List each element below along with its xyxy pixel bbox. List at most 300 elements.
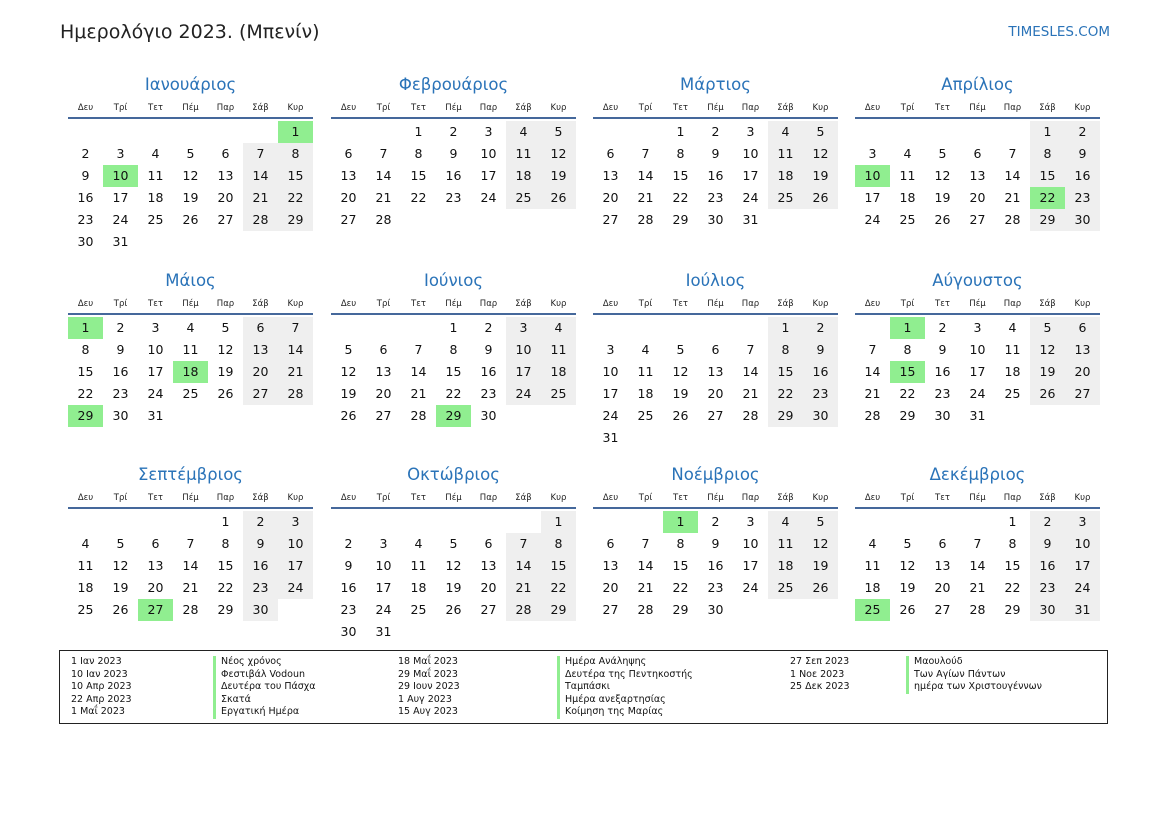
day-cell: 15 (1004, 558, 1021, 573)
day-cell: 17 (278, 555, 313, 577)
day-cell: 15 (77, 364, 94, 379)
day-cell: 28 (637, 602, 654, 617)
day-cell: 24 (506, 383, 541, 405)
day-cell: 16 (445, 168, 462, 183)
day-cell: 14 (864, 364, 881, 379)
day-cell: 12 (182, 168, 199, 183)
day-cell: 28 (278, 383, 313, 405)
weekday-label: Δευ (77, 299, 94, 309)
month-name: Απρίλιος (941, 75, 1014, 94)
holiday-day-cell: 15 (890, 361, 925, 383)
day-cell: 13 (1065, 339, 1100, 361)
weekday-label: Κυρ (550, 493, 567, 503)
weekday-label: Τετ (148, 299, 163, 309)
day-cell: 27 (480, 602, 497, 617)
day-cell: 2 (938, 320, 947, 335)
day-cell: 26 (541, 187, 576, 209)
weekday-label: Τετ (673, 103, 688, 113)
weekday-label: Κυρ (1074, 103, 1091, 113)
day-cell: 20 (340, 190, 357, 205)
day-cell: 20 (602, 190, 619, 205)
day-grid (68, 317, 313, 427)
day-cell: 22 (445, 386, 462, 401)
day-cell: 2 (243, 511, 278, 533)
weekday-label: Παρ (741, 103, 760, 113)
day-cell: 9 (803, 339, 838, 361)
day-cell: 25 (182, 386, 199, 401)
weekday-label: Σάβ (515, 103, 532, 113)
weekday-label: Πέμ (182, 299, 199, 309)
day-cell: 1 (221, 514, 230, 529)
empty-day-cell (366, 511, 401, 533)
month-block (68, 74, 313, 253)
day-cell: 21 (637, 580, 654, 595)
day-cell: 12 (672, 364, 689, 379)
day-cell: 29 (278, 209, 313, 231)
day-cell: 1 (768, 317, 803, 339)
day-cell: 23 (707, 190, 724, 205)
weekday-label: Πέμ (969, 493, 986, 503)
day-cell: 28 (506, 599, 541, 621)
day-cell: 15 (1030, 165, 1065, 187)
day-cell: 5 (803, 121, 838, 143)
month-name: Αύγουστος (932, 271, 1023, 290)
day-cell: 12 (340, 364, 357, 379)
holiday-day-cell: 29 (436, 405, 471, 427)
month-name: Ιανουάριος (144, 75, 237, 94)
day-cell: 9 (484, 342, 493, 357)
day-cell: 14 (506, 555, 541, 577)
day-cell: 27 (375, 408, 392, 423)
day-cell: 3 (379, 536, 388, 551)
weekday-label: Παρ (216, 493, 235, 503)
weekday-header (68, 489, 313, 509)
day-cell: 29 (217, 602, 234, 617)
month-block (855, 270, 1100, 427)
day-cell: 17 (375, 580, 392, 595)
day-cell: 13 (147, 558, 164, 573)
day-cell: 12 (445, 558, 462, 573)
day-cell: 11 (541, 339, 576, 361)
day-cell: 9 (449, 146, 458, 161)
legend-holiday-name: Δευτέρα του Πάσχα (213, 681, 316, 694)
day-cell: 31 (742, 212, 759, 227)
site-link[interactable]: TIMESLES.COM (1008, 24, 1110, 40)
legend-date: 29 Ιουν 2023 (398, 681, 460, 693)
day-cell: 25 (410, 602, 427, 617)
day-grid (855, 121, 1100, 231)
day-cell: 27 (969, 212, 986, 227)
day-cell: 21 (506, 577, 541, 599)
weekday-label: Σάβ (777, 493, 794, 503)
day-cell: 25 (1004, 386, 1021, 401)
day-grid (855, 511, 1100, 621)
day-cell: 30 (1065, 209, 1100, 231)
day-cell: 15 (278, 165, 313, 187)
weekday-label: Παρ (1003, 299, 1022, 309)
day-cell: 26 (672, 408, 689, 423)
day-cell: 15 (410, 168, 427, 183)
day-cell: 19 (445, 580, 462, 595)
day-cell: 11 (637, 364, 654, 379)
day-cell: 14 (410, 364, 427, 379)
day-cell: 23 (934, 386, 951, 401)
day-cell: 2 (1030, 511, 1065, 533)
empty-day-cell (68, 511, 103, 533)
day-cell: 19 (217, 364, 234, 379)
day-cell: 27 (934, 602, 951, 617)
weekday-label: Δευ (340, 103, 357, 113)
day-cell: 9 (938, 342, 947, 357)
day-cell: 11 (1004, 342, 1021, 357)
day-cell: 7 (506, 533, 541, 555)
day-cell: 3 (484, 124, 493, 139)
day-cell: 23 (1065, 187, 1100, 209)
legend-date: 1 Αυγ 2023 (398, 693, 452, 705)
day-cell: 9 (1065, 143, 1100, 165)
day-cell: 1 (449, 320, 458, 335)
holiday-day-cell: 22 (1030, 187, 1065, 209)
day-cell: 10 (375, 558, 392, 573)
day-cell: 17 (506, 361, 541, 383)
weekday-label: Τρί (638, 493, 653, 503)
day-cell: 18 (899, 190, 916, 205)
weekday-label: Σάβ (777, 103, 794, 113)
day-cell: 5 (344, 342, 353, 357)
empty-day-cell (698, 317, 733, 339)
day-cell: 22 (899, 386, 916, 401)
day-cell: 16 (112, 364, 129, 379)
weekday-label: Τετ (411, 493, 426, 503)
empty-day-cell (663, 317, 698, 339)
day-cell: 28 (864, 408, 881, 423)
weekday-label: Κυρ (1074, 493, 1091, 503)
day-cell: 17 (742, 558, 759, 573)
day-cell: 20 (375, 386, 392, 401)
day-cell: 28 (375, 212, 392, 227)
empty-day-cell (138, 511, 173, 533)
weekday-label: Πέμ (707, 493, 724, 503)
holiday-day-cell: 10 (103, 165, 138, 187)
day-cell: 9 (344, 558, 353, 573)
day-cell: 30 (1030, 599, 1065, 621)
day-cell: 2 (711, 514, 720, 529)
empty-day-cell (436, 511, 471, 533)
day-cell: 4 (641, 342, 650, 357)
empty-day-cell (331, 317, 366, 339)
day-cell: 20 (934, 580, 951, 595)
weekday-label: Πέμ (445, 299, 462, 309)
weekday-label: Παρ (479, 103, 498, 113)
day-cell: 6 (938, 536, 947, 551)
legend-date: 29 Μαΐ 2023 (398, 668, 458, 680)
empty-day-cell (995, 121, 1030, 143)
legend-holiday-name: Εργατική Ημέρα (213, 706, 316, 719)
month-name: Σεπτέμβριος (138, 465, 243, 484)
day-cell: 24 (969, 386, 986, 401)
day-cell: 21 (1004, 190, 1021, 205)
day-cell: 4 (81, 536, 90, 551)
month-block (331, 270, 576, 427)
month-name: Ιούνιος (423, 271, 484, 290)
weekday-label: Τρί (900, 299, 915, 309)
day-cell: 30 (934, 408, 951, 423)
day-cell: 26 (182, 212, 199, 227)
day-cell: 31 (112, 234, 129, 249)
empty-day-cell (925, 121, 960, 143)
day-cell: 7 (746, 342, 755, 357)
empty-day-cell (628, 511, 663, 533)
weekday-label: Σάβ (777, 299, 794, 309)
empty-day-cell (855, 511, 890, 533)
day-cell: 25 (77, 602, 94, 617)
day-cell: 28 (637, 212, 654, 227)
day-grid (331, 511, 576, 643)
day-cell: 11 (768, 143, 803, 165)
day-cell: 1 (1030, 121, 1065, 143)
weekday-label: Παρ (216, 103, 235, 113)
day-grid (855, 317, 1100, 427)
day-cell: 10 (1065, 533, 1100, 555)
day-cell: 16 (77, 190, 94, 205)
day-grid (331, 317, 576, 427)
day-cell: 30 (707, 602, 724, 617)
day-cell: 13 (602, 168, 619, 183)
day-cell: 2 (711, 124, 720, 139)
empty-day-cell (925, 511, 960, 533)
day-grid (593, 511, 838, 621)
legend-names-col-1 (213, 656, 316, 719)
weekday-label: Σάβ (1039, 299, 1056, 309)
day-cell: 11 (77, 558, 94, 573)
day-cell: 14 (375, 168, 392, 183)
day-cell: 4 (868, 536, 877, 551)
day-cell: 26 (217, 386, 234, 401)
weekday-label: Τετ (673, 493, 688, 503)
weekday-label: Κυρ (287, 299, 304, 309)
day-cell: 4 (1008, 320, 1017, 335)
day-cell: 1 (414, 124, 423, 139)
day-cell: 3 (116, 146, 125, 161)
month-block (68, 464, 313, 621)
empty-day-cell (733, 317, 768, 339)
day-cell: 16 (803, 361, 838, 383)
day-cell: 10 (602, 364, 619, 379)
day-cell: 13 (243, 339, 278, 361)
day-cell: 17 (602, 386, 619, 401)
day-cell: 19 (899, 580, 916, 595)
day-cell: 22 (768, 383, 803, 405)
day-cell: 16 (1065, 165, 1100, 187)
day-cell: 25 (147, 212, 164, 227)
weekday-label: Σάβ (515, 493, 532, 503)
day-cell: 17 (147, 364, 164, 379)
day-cell: 8 (449, 342, 458, 357)
day-cell: 15 (541, 555, 576, 577)
day-cell: 22 (410, 190, 427, 205)
empty-day-cell (401, 317, 436, 339)
holiday-day-cell: 29 (68, 405, 103, 427)
weekday-label: Κυρ (1074, 299, 1091, 309)
empty-day-cell (208, 121, 243, 143)
weekday-label: Παρ (479, 299, 498, 309)
day-cell: 24 (602, 408, 619, 423)
weekday-label: Κυρ (550, 299, 567, 309)
day-cell: 20 (969, 190, 986, 205)
weekday-label: Τρί (113, 103, 128, 113)
weekday-label: Τετ (148, 493, 163, 503)
day-cell: 18 (147, 190, 164, 205)
day-cell: 2 (116, 320, 125, 335)
day-cell: 30 (112, 408, 129, 423)
weekday-label: Πέμ (707, 103, 724, 113)
empty-day-cell (506, 511, 541, 533)
day-cell: 3 (746, 124, 755, 139)
day-cell: 30 (243, 599, 278, 621)
day-cell: 16 (707, 558, 724, 573)
day-cell: 26 (340, 408, 357, 423)
day-cell: 2 (81, 146, 90, 161)
holiday-day-cell: 10 (855, 165, 890, 187)
day-cell: 10 (506, 339, 541, 361)
legend-holiday-name: Φεστιβάλ Vodoun (213, 669, 316, 682)
day-cell: 17 (864, 190, 881, 205)
day-cell: 17 (1065, 555, 1100, 577)
empty-day-cell (366, 121, 401, 143)
day-cell: 6 (151, 536, 160, 551)
day-cell: 15 (217, 558, 234, 573)
weekday-label: Τρί (376, 299, 391, 309)
day-cell: 6 (1065, 317, 1100, 339)
day-cell: 12 (217, 342, 234, 357)
day-cell: 20 (1065, 361, 1100, 383)
legend-dates-col-1 (71, 656, 132, 719)
day-cell: 31 (147, 408, 164, 423)
empty-day-cell (593, 317, 628, 339)
weekday-label: Τρί (638, 299, 653, 309)
holiday-day-cell: 1 (278, 121, 313, 143)
day-cell: 8 (81, 342, 90, 357)
day-cell: 21 (243, 187, 278, 209)
weekday-label: Σάβ (252, 103, 269, 113)
legend-date: 10 Απρ 2023 (71, 681, 132, 693)
empty-day-cell (960, 121, 995, 143)
legend-holiday-name: ημέρα των Χριστουγέννων (906, 681, 1042, 694)
day-cell: 31 (375, 624, 392, 639)
empty-day-cell (593, 511, 628, 533)
day-cell: 20 (217, 190, 234, 205)
legend-holiday-name: Των Αγίων Πάντων (906, 669, 1042, 682)
day-cell: 19 (803, 555, 838, 577)
day-cell: 3 (973, 320, 982, 335)
weekday-label: Δευ (340, 299, 357, 309)
day-grid (593, 317, 838, 449)
weekday-label: Κυρ (550, 103, 567, 113)
legend-date: 27 Σεπ 2023 (790, 656, 850, 667)
empty-day-cell (138, 121, 173, 143)
day-cell: 10 (969, 342, 986, 357)
weekday-header (855, 295, 1100, 315)
weekday-label: Δευ (864, 299, 881, 309)
day-cell: 20 (707, 386, 724, 401)
empty-day-cell (855, 121, 890, 143)
holiday-day-cell: 1 (68, 317, 103, 339)
month-name: Μάιος (165, 271, 216, 290)
legend-names-col-3 (906, 656, 1042, 694)
day-cell: 8 (278, 143, 313, 165)
weekday-header (593, 99, 838, 119)
weekday-label: Παρ (216, 299, 235, 309)
month-block (593, 270, 838, 449)
empty-day-cell (960, 511, 995, 533)
day-cell: 5 (676, 342, 685, 357)
day-cell: 10 (742, 536, 759, 551)
day-cell: 19 (934, 190, 951, 205)
empty-day-cell (855, 317, 890, 339)
month-block (68, 270, 313, 427)
day-cell: 25 (506, 187, 541, 209)
weekday-header (68, 99, 313, 119)
month-name: Νοέμβριος (671, 465, 760, 484)
day-cell: 11 (410, 558, 427, 573)
day-cell: 9 (81, 168, 90, 183)
month-block (331, 464, 576, 643)
day-cell: 26 (1030, 383, 1065, 405)
day-cell: 15 (768, 361, 803, 383)
day-cell: 31 (602, 430, 619, 445)
weekday-label: Κυρ (287, 103, 304, 113)
empty-day-cell (173, 511, 208, 533)
day-cell: 6 (711, 342, 720, 357)
day-cell: 2 (449, 124, 458, 139)
day-cell: 28 (410, 408, 427, 423)
day-cell: 3 (506, 317, 541, 339)
day-cell: 21 (182, 580, 199, 595)
day-cell: 30 (77, 234, 94, 249)
day-cell: 10 (480, 146, 497, 161)
day-cell: 7 (641, 536, 650, 551)
weekday-label: Δευ (864, 493, 881, 503)
legend-date: 18 Μαΐ 2023 (398, 656, 458, 667)
day-cell: 27 (217, 212, 234, 227)
day-cell: 10 (742, 146, 759, 161)
legend-dates-col-3 (790, 656, 850, 694)
day-cell: 23 (340, 602, 357, 617)
day-cell: 26 (112, 602, 129, 617)
day-cell: 14 (742, 364, 759, 379)
month-name: Μάρτιος (680, 75, 751, 94)
empty-day-cell (628, 317, 663, 339)
day-cell: 11 (147, 168, 164, 183)
day-cell: 20 (602, 580, 619, 595)
weekday-label: Σάβ (1039, 103, 1056, 113)
day-cell: 24 (278, 577, 313, 599)
day-cell: 12 (803, 143, 838, 165)
empty-day-cell (243, 121, 278, 143)
weekday-label: Πέμ (445, 103, 462, 113)
day-cell: 5 (449, 536, 458, 551)
day-cell: 19 (340, 386, 357, 401)
day-cell: 28 (742, 408, 759, 423)
day-cell: 22 (77, 386, 94, 401)
empty-day-cell (401, 511, 436, 533)
day-cell: 8 (1030, 143, 1065, 165)
holiday-day-cell: 27 (138, 599, 173, 621)
legend-holiday-name: Ημέρα Ανάληψης (557, 656, 693, 669)
weekday-label: Παρ (741, 299, 760, 309)
day-cell: 28 (1004, 212, 1021, 227)
day-cell: 5 (221, 320, 230, 335)
